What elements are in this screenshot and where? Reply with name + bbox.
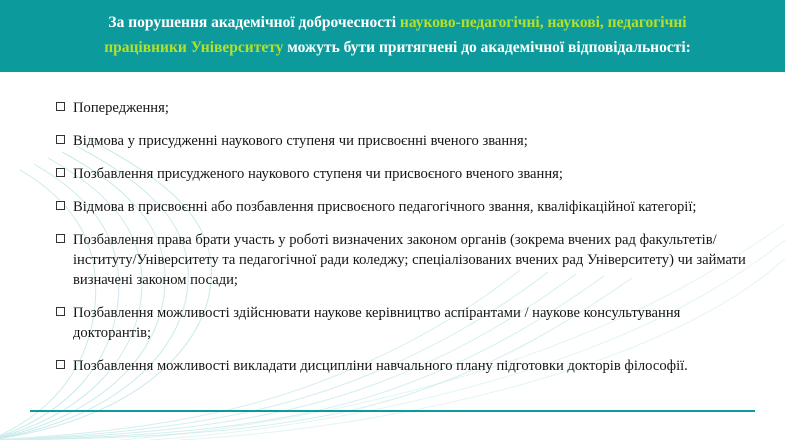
list-item bbox=[56, 356, 756, 376]
title-segment-2: можуть бути притягнені до академічної відповідальності: bbox=[283, 39, 691, 56]
bottom-divider bbox=[30, 410, 755, 412]
checkbox-bullet-icon bbox=[56, 102, 65, 111]
list-item-text: Позбавлення присудженого наукового ступеня чи присвоєного вченого звання; bbox=[73, 166, 563, 182]
slide-title bbox=[30, 10, 765, 60]
list-item bbox=[56, 230, 756, 290]
checkbox-bullet-icon bbox=[56, 135, 65, 144]
list-item-text: Позбавлення можливості здійснювати наукове керівництво аспірантами / наукове консультування докторантів; bbox=[73, 305, 681, 341]
checkbox-bullet-icon bbox=[56, 307, 65, 316]
list-item bbox=[56, 98, 756, 118]
list-item-text: Позбавлення права брати участь у роботі визначених законом органів (зокрема вчених рад факультетів/інституту/Університету та педагогічної ради коледжу; спеціалізованих вчених рад Університету) чи займати визначені законом посади; bbox=[73, 232, 746, 288]
checkbox-bullet-icon bbox=[56, 201, 65, 210]
list-item-text: Відмова у присудженні наукового ступеня чи присвоєнні вченого звання; bbox=[73, 133, 528, 149]
title-highlight-2: працівники Університету bbox=[104, 39, 284, 56]
title-highlight-1: науково-педагогічні, наукові, педагогічні bbox=[399, 14, 687, 31]
content-list bbox=[56, 98, 756, 389]
checkbox-bullet-icon bbox=[56, 234, 65, 243]
checkbox-bullet-icon bbox=[56, 168, 65, 177]
list-item-text: Позбавлення можливості викладати дисципліни навчального плану підготовки докторів філософії. bbox=[73, 358, 688, 374]
list-item bbox=[56, 131, 756, 151]
list-item bbox=[56, 303, 756, 343]
checkbox-bullet-icon bbox=[56, 360, 65, 369]
list-item-text: Відмова в присвоєнні або позбавлення присвоєного педагогічного звання, кваліфікаційної категорії; bbox=[73, 199, 697, 215]
list-item bbox=[56, 164, 756, 184]
list-item-text: Попередження; bbox=[73, 100, 169, 116]
list-item bbox=[56, 197, 756, 217]
title-segment-1: За порушення академічної доброчесності bbox=[108, 14, 400, 31]
